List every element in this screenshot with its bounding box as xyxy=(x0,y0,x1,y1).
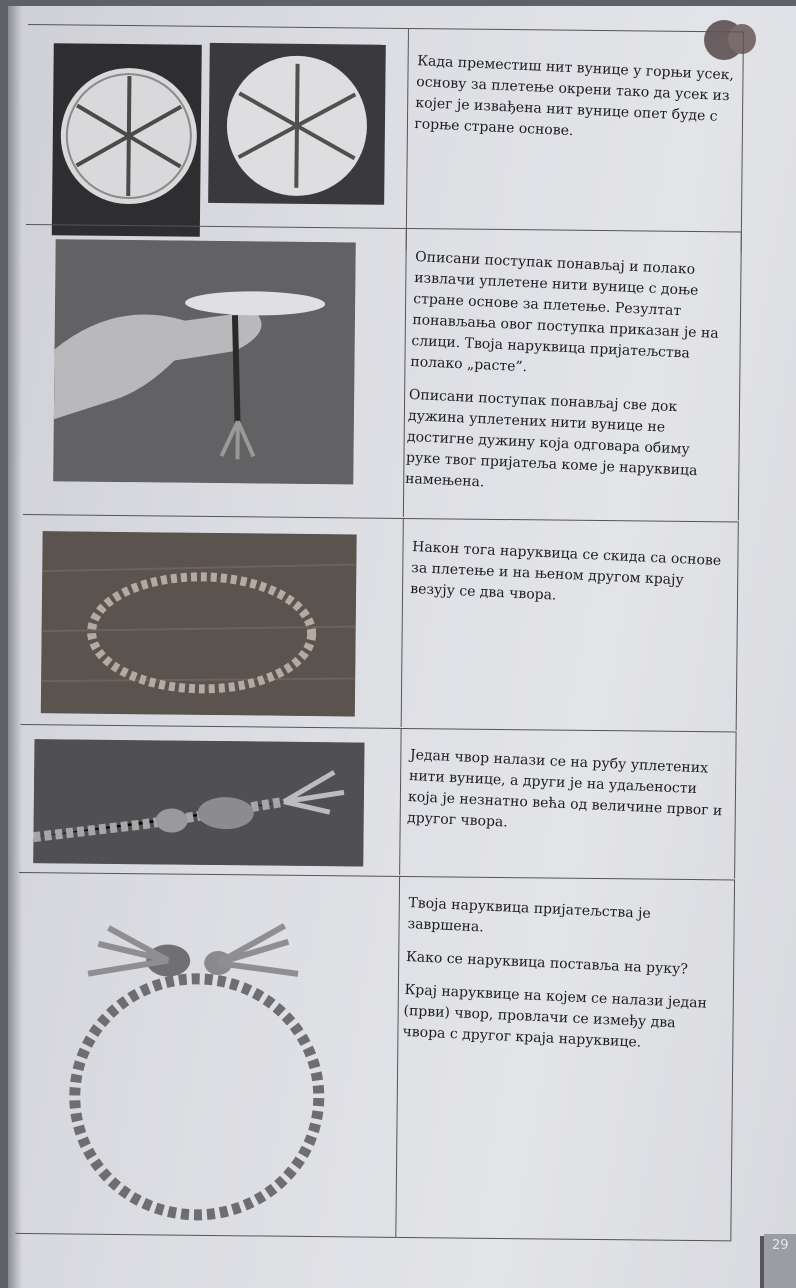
step-row-2 xyxy=(23,224,742,520)
step-4-text xyxy=(406,745,728,855)
step-5-paragraph-2: Како се наруквица поставља на руку? xyxy=(405,948,689,978)
step-5-paragraph-1: Твоја наруквица пријатељства је завршена. xyxy=(407,895,652,936)
step-5-text xyxy=(402,893,727,1069)
step-5-paragraph-3: Крај наруквице на којем се налази један (први) чвор, провлачи се између два чвора с другог краја наруквице. xyxy=(402,981,708,1051)
step-2-paragraph-1: Описани поступак понављај и полако извлачи уплетене нити вунице с доње стране основе за плетење. Резултат понављања овог поступка приказан је на слици. Твоја наруквица пријатељства полако „расте”. xyxy=(410,249,719,376)
step-row-5 xyxy=(15,872,735,1241)
loom-photo-a xyxy=(52,43,202,237)
step-3-text xyxy=(409,537,730,626)
step-row-3 xyxy=(21,514,739,730)
step-2-paragraph-2: Описани поступак понављај све док дужина уплетених нити вунице не достигне дужину која одговара обиму руке твог пријатеља коме је наруквица намењена. xyxy=(404,386,698,491)
page-number: 29 xyxy=(764,1234,796,1288)
step-1-text xyxy=(413,51,735,161)
step-1-paragraph-1: Када преместиш нит вунице у горњи усек, основу за плетење окрени тако да усек из којег је извађена нит вунице опет буде с горње стране основе. xyxy=(414,53,735,140)
bracelet-on-wood-photo xyxy=(41,531,357,716)
step-2-text xyxy=(404,247,733,516)
finished-bracelet-photo xyxy=(45,887,349,1228)
step-4-paragraph-1: Један чвор налази се на рубу уплетених нити вунице, а други је на удаљености која је незнатно већа од величине првог и другог чвора. xyxy=(406,747,723,831)
step-row-4 xyxy=(19,724,737,878)
step-3-paragraph-1: Након тога наруквица се скида са основе за плетење и на њеном другом крају везују се два чвора. xyxy=(409,539,722,604)
loom-photo-b xyxy=(208,43,386,205)
step-1-images xyxy=(38,25,398,29)
weaving-hand-photo xyxy=(53,239,356,484)
step-row-1 xyxy=(26,24,744,254)
book-page xyxy=(8,6,796,1288)
instruction-table xyxy=(15,24,744,1251)
knots-photo xyxy=(33,739,364,866)
